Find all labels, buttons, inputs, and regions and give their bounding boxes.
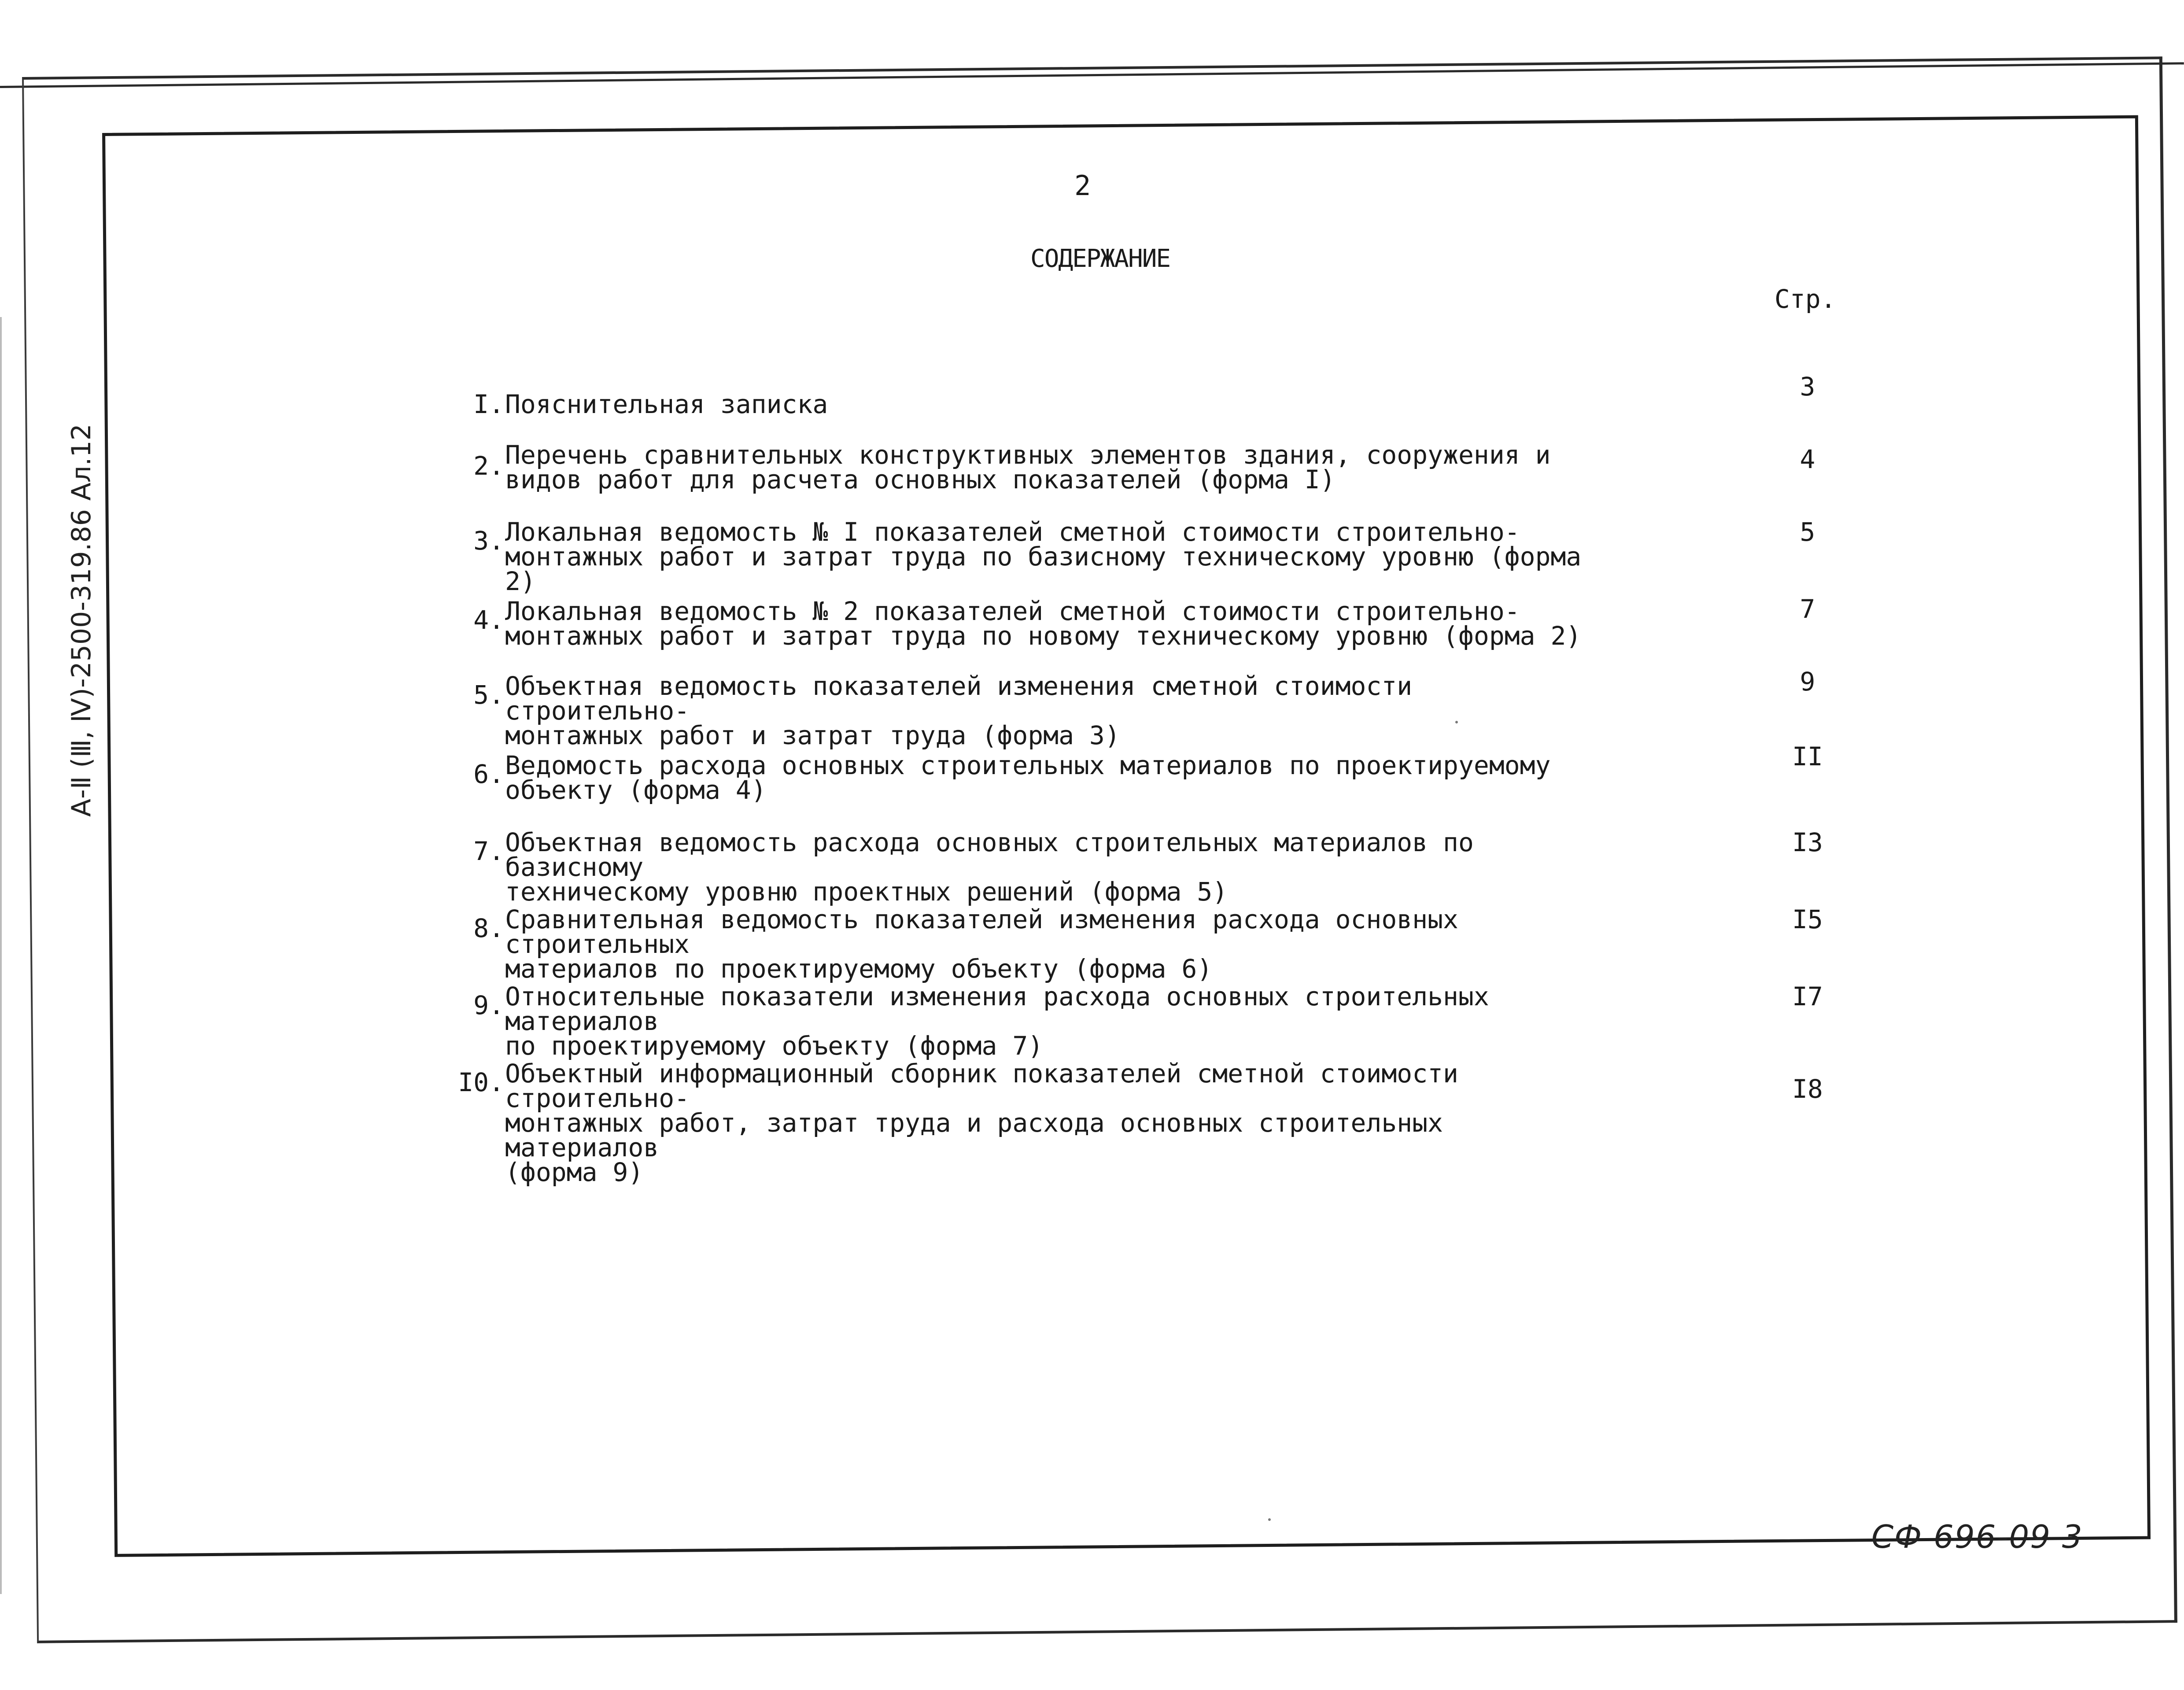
toc-entry-number: 7. (473, 836, 504, 866)
toc-entry-page: II (1792, 742, 1823, 771)
toc-entry-page: 5 (1800, 517, 1815, 547)
scan-speck (1455, 721, 1458, 723)
toc-entry-page: I8 (1792, 1074, 1823, 1104)
toc-entry-number: I0. (458, 1067, 504, 1097)
toc-entry-number: 4. (473, 605, 504, 635)
toc-entry-text: Локальная ведомость № I показателей сметной стоимости строительно- монтажных работ и затрат труда по базисному техническому уровню (форма 2) (505, 517, 1582, 596)
toc-entry-number: 6. (473, 759, 504, 789)
toc-entry-text: Объектная ведомость показателей изменения сметной стоимости строительно- монтажных работ и затрат труда (форма 3) (505, 671, 1413, 750)
toc-entry-text: Объектный информационный сборник показателей сметной стоимости строительно- монтажных работ, затрат труда и расхода основных строительных материалов (форма 9) (505, 1059, 1458, 1187)
page-title: СОДЕРЖАНИЕ (1030, 244, 1170, 273)
toc-entry-text: Локальная ведомость № 2 показателей сметной стоимости строительно- монтажных работ и затрат труда по новому техническому уровню (форма 2) (505, 596, 1582, 651)
scan-edge-shadow (0, 317, 2, 1594)
toc-entry-number: 3. (473, 526, 504, 556)
toc-entry-page: 4 (1800, 444, 1815, 474)
toc-entry-text: Относительные показатели изменения расхода основных строительных материалов по проектируемому объекту (форма 7) (505, 982, 1489, 1061)
toc-entry-page: I7 (1792, 982, 1823, 1011)
toc-entry-text: Сравнительная ведомость показателей изменения расхода основных строительных материалов по проектируемому объекту (форма 6) (505, 904, 1458, 984)
toc-entry-page: I3 (1792, 827, 1823, 857)
toc-entry-page: I5 (1792, 904, 1823, 934)
sheet-stamp: СФ 696-09 3 (1871, 1518, 2083, 1555)
toc-entry-text: Перечень сравнительных конструктивных элементов здания, сооружения и видов работ для расчета основных показателей (форма I) (505, 440, 1551, 494)
toc-entry-number: 8. (473, 913, 504, 943)
toc-entry-number: 9. (473, 990, 504, 1020)
toc-entry-text: Ведомость расхода основных строительных материалов по проектируемому объекту (форма 4) (505, 750, 1551, 805)
toc-entry-page: 9 (1800, 667, 1815, 697)
side-document-code: А-Ⅱ (Ⅲ, Ⅳ)-2500-319.86 Ал.12 (66, 424, 97, 817)
toc-entry-page: 3 (1800, 372, 1815, 402)
page-number: 2 (1074, 170, 1091, 202)
toc-entry-number: 5. (473, 680, 504, 710)
toc-entry-text: Объектная ведомость расхода основных строительных материалов по базисному техническому уровню проектных решений (форма 5) (505, 827, 1474, 907)
page-column-header: Стр. (1774, 284, 1836, 314)
toc-entry-number: 2. (473, 451, 504, 481)
scan-speck (1268, 1518, 1271, 1521)
toc-entry-text: Пояснительная записка (505, 389, 828, 419)
toc-entry-number: I. (473, 389, 504, 419)
toc-entry-page: 7 (1800, 594, 1815, 624)
